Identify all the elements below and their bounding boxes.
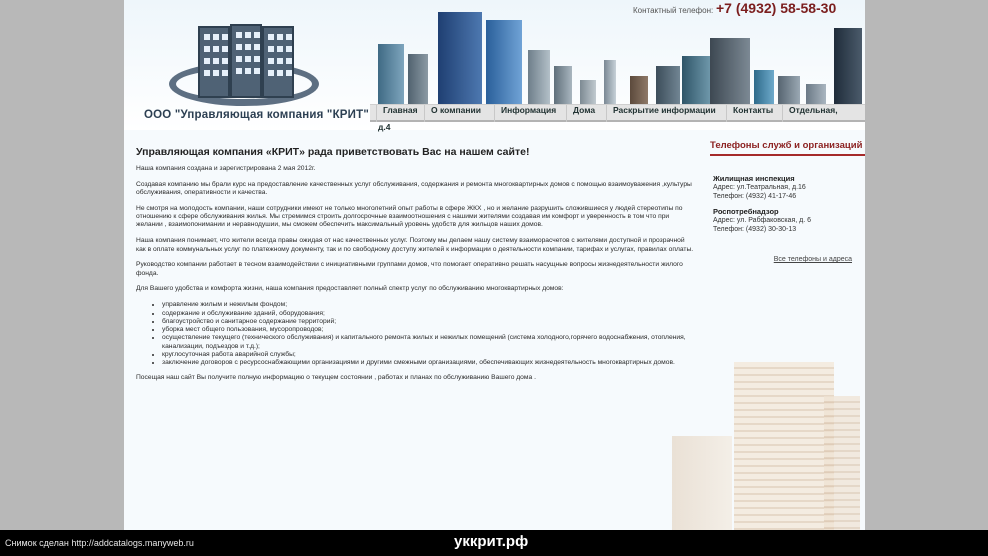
org-address: Адрес: ул.Театральная, д.16	[713, 184, 806, 191]
contact-phone-label: Контактный телефон:	[633, 6, 714, 15]
site-domain: уккрит.рф	[454, 533, 529, 550]
logo-building	[230, 24, 262, 98]
list-item: • благоустройство и санитарное содержание территорий;	[162, 318, 694, 326]
org-entry	[710, 207, 865, 234]
list-item: • круглосуточная работа аварийной службы;	[162, 351, 694, 359]
list-item: • осуществление текущего (технического обслуживания) и капитального ремонта жилых и нежилых помещений (система холодного,горячего водоснабжения, отопления, канализации, подъездов и т.д.);	[162, 334, 694, 351]
closing-paragraph: Посещая наш сайт Вы получите полную информацию о текущем состоянии , работах и планах по обслуживанию Вашего дома .	[136, 373, 536, 381]
list-item: • содержание и обслуживание зданий, оборудования;	[162, 310, 694, 318]
org-phone: Телефон: (4932) 41-17-46	[713, 193, 797, 200]
nav-item-houses[interactable]: Дома	[566, 105, 601, 122]
background-building	[824, 396, 860, 530]
nav-item-contacts[interactable]: Контакты	[726, 105, 779, 122]
nav-item-overflow[interactable]: д.4	[378, 122, 391, 132]
content-paragraph: Создавая компанию мы брали курс на предоставление качественных услуг обслуживания, содержания и ремонта многоквартирных домов с помощью взаимоуважения ,культуры обслуживания, оперативности и качества.	[136, 180, 692, 197]
page-title: Управляющая компания «КРИТ» рада приветствовать Вас на нашем сайте!	[136, 146, 530, 158]
org-name: Роспотребнадзор	[713, 207, 779, 216]
intro-paragraph: Наша компания создана и зарегистрирована 2 мая 2012г.	[136, 165, 316, 172]
content-paragraph: Наша компания понимает, что жители всегда правы ожидая от нас качественных услуг. Поэтому мы делаем нашу систему взаиморасчетов с жителями доступной и прозрачной как в оплате коммунальных услуг по платежному документу, так и по свободному доступу жителей к информации о деятельности компании, тарифах и услугах, правилах оплаты.	[136, 237, 694, 253]
nav-item-disclosure[interactable]: Раскрытие информации	[606, 105, 722, 122]
sidebar-title: Телефоны служб и организаций	[710, 140, 865, 156]
content-paragraph: Не смотря на молодость компании, наши сотрудники имеют не только многолетний опыт работы в сфере ЖКХ , но и желание разрушить сложившиеся у людей стереотипы по отношению к сфере обслуживания жилья. Мы стремимся строить долгосрочные взаимоотношения с нашими жителями создавая им комфорт и уверенность в том что при желании , взаимопонимании и неравнодушии, мы сможем обеспечить максимальный уровень удобств для жильцов наших домов.	[136, 204, 683, 229]
site-page	[124, 0, 865, 530]
background-building	[672, 436, 732, 530]
logo-building	[198, 26, 230, 98]
nav-item-home[interactable]: Главная	[376, 105, 424, 122]
main-nav	[370, 104, 865, 122]
list-item: • заключение договоров с ресурсоснабжающими организациями и другими смежными организациями, обеспечивающих жизнедеятельность многоквартирных домов.	[162, 359, 694, 367]
skyline-banner	[372, 10, 865, 106]
background-building	[734, 362, 834, 530]
nav-item-about[interactable]: О компании	[424, 105, 487, 122]
org-entry	[710, 174, 865, 201]
nav-item-separate[interactable]: Отдельная,	[782, 105, 844, 122]
nav-item-info[interactable]: Информация	[494, 105, 562, 122]
content-paragraph: Руководство компании работает в тесном взаимодействии с инициативными группами домов, что помогает оперативно решать насущные вопросы жизнедеятельности жилого фонда.	[136, 261, 683, 277]
main-content	[136, 146, 694, 389]
org-address: Адрес: ул. Рабфаковская, д. 6	[713, 217, 811, 224]
content-paragraph: Для Вашего удобства и комфорта жизни, наша компания предоставляет полный спектр услуг по обслуживанию многоквартирных домов:	[136, 285, 564, 293]
list-item: • уборка мест общего пользования, мусоропроводов;	[162, 326, 694, 334]
all-phones-link[interactable]: Все телефоны и адреса	[773, 256, 852, 263]
site-header	[124, 0, 865, 130]
company-name: ООО "Управляющая компания "КРИТ"	[144, 109, 369, 121]
list-item: • управление жилым и нежилым фондом;	[162, 301, 694, 309]
services-list	[162, 301, 694, 367]
sidebar	[710, 140, 865, 263]
org-name: Жилищная инспекция	[713, 174, 795, 183]
org-phone: Телефон: (4932) 30-30-13	[713, 226, 797, 233]
contact-phone-number: +7 (4932) 58-58-30	[716, 0, 837, 16]
logo-building	[262, 26, 294, 98]
screenshot-caption: Снимок сделан http://addcatalogs.manyweb.ru	[5, 538, 194, 548]
company-logo[interactable]	[164, 24, 324, 114]
screenshot-caption-bar	[0, 530, 988, 556]
